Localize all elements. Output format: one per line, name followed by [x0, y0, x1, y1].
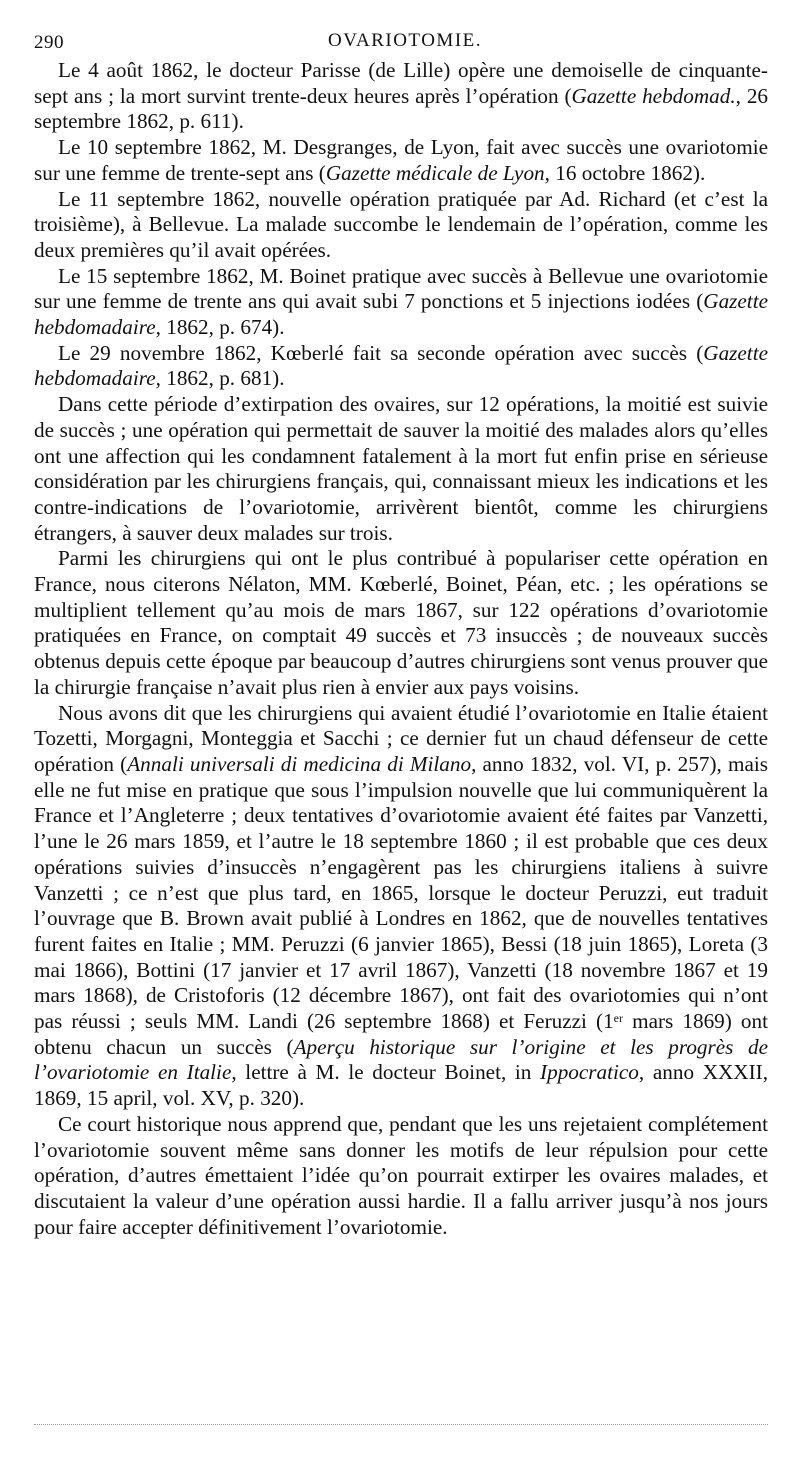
text-run: , 1862, p. 681). — [155, 366, 285, 391]
text-run: , lettre à M. le docteur Boinet, in — [231, 1060, 541, 1085]
italic-citation: Gazette hebdomad. — [571, 83, 736, 108]
superscript: er — [613, 1011, 623, 1026]
italic-citation: Aperçu historique sur l’origine et les progrès de l’ovariotomie en Italie — [34, 1034, 768, 1085]
text-run: Le 11 septembre 1862, nouvelle opération pratiquée par Ad. Richard (et c’est la troisième), à Bellevue. La malade succombe le lendemain de l’opération, comme les deux premières qu’il avait opérées. — [34, 186, 768, 262]
text-run: Le 4 août 1862, le docteur Parisse (de Lille) opère une demoiselle de cinquante-sept ans ; la mort survint trente-deux heures après l’opération ( — [34, 58, 768, 108]
italic-citation: Annali universali di medicina di Milano — [127, 751, 472, 776]
page-number: 290 — [34, 32, 64, 53]
text-run: Nous avons dit que les chirurgiens qui avaient étudié l’ovariotomie en Italie étaient Tozetti, Morgagni, Monteggia et Sacchi ; ce dernier fut un chaud défenseur de cette opération ( — [34, 700, 768, 776]
text-run: , anno XXXII, 1869, 15 april, vol. XV, p. 320). — [34, 1060, 769, 1111]
running-title: OVARIOTOMIE. — [328, 30, 482, 51]
italic-citation: Gazette hebdomadaire — [34, 289, 768, 340]
paragraph — [34, 187, 768, 264]
italic-citation: Gazette hebdomadaire — [34, 340, 768, 391]
paragraph — [34, 392, 768, 546]
running-head — [34, 24, 768, 58]
italic-citation: Ippocratico — [540, 1060, 639, 1085]
paragraph — [34, 135, 768, 186]
paragraph — [34, 546, 768, 700]
text-run: , 1862, p. 674). — [155, 315, 285, 340]
italic-citation: Gazette médicale de Lyon — [325, 160, 545, 185]
paragraph — [34, 1112, 768, 1241]
text-run: Parmi les chirurgiens qui ont le plus contribué à populariser cette opération en France, nous citerons Nélaton, MM. Kœberlé, Boinet, Péan, etc. ; les opérations se multiplient tellement qu’au mois de mars 1867, sur 122 opérations d’ovariotomie pratiquées en France, on comptait 49 succès et 73 insuccès ; de nouveaux succès obtenus depuis cette époque par beaucoup d’autres chirurgiens sont venus prouver que la chirurgie française n’avait plus rien à envier aux pays voisins. — [34, 546, 768, 699]
body-text — [34, 58, 768, 1240]
paragraph — [34, 701, 768, 1112]
text-run: Ce court historique nous apprend que, pendant que les uns rejetaient complétement l’ovariotomie souvent même sans donner les motifs de leur répulsion pour cette opération, d’autres émettaient l’idée qu’on pourrait extirper les ovaires malades, et discutaient la valeur d’une opération aussi hardie. Il a fallu arriver jusqu’à nos jours pour faire accepter définitivement l’ovariotomie. — [34, 1111, 768, 1239]
book-page — [34, 24, 768, 1240]
text-run: , 16 octobre 1862). — [544, 160, 706, 185]
paragraph — [34, 341, 768, 392]
text-run: mars 1869) ont obtenu chacun un succès ( — [34, 1009, 768, 1059]
bottom-rule — [34, 1418, 768, 1425]
text-run: , anno 1832, vol. VI, p. 257), mais elle ne fut mise en pratique que sous l’impulsion nouvelle que lui communiquèrent la France et l’Angleterre ; deux tentatives d’ovariotomie avaient été faites par Vanzetti, l’une le 26 mars 1859, et l’autre le 18 septembre 1860 ; il est probable que ces deux opérations suivies d’insuccès n’engagèrent pas les chirurgiens italiens à suivre Vanzetti ; ce n’est que plus tard, en 1865, lorsque le docteur Peruzzi, eut traduit l’ouvrage que B. Brown avait publié à Londres en 1862, que de nouvelles tentatives furent faites en Italie ; MM. Peruzzi (6 janvier 1865), Bessi (18 juin 1865), Loreta (3 mai 1866), Bottini (17 janvier et 17 avril 1867), Vanzetti (18 novembre 1867 et 19 mars 1868), de Cristoforis (12 décembre 1867), ont fait des ovariotomies qui n’ont pas réussi ; seuls MM. Landi (26 septembre 1868) et Feruzzi (1 — [34, 751, 768, 1034]
paragraph — [34, 264, 768, 341]
text-run: Le 29 novembre 1862, Kœberlé fait sa seconde opération avec succès ( — [58, 340, 704, 365]
text-run: Dans cette période d’extirpation des ovaires, sur 12 opérations, la moitié est suivie de succès ; une opération qui permettait de sauver la moitié des malades alors qu’elles ont une affection qui les condamnent fatalement à la mort fut enfin prise en sérieuse considération par les chirurgiens français, qui, connaissant mieux les indications et les contre-indications de l’ovariotomie, arrivèrent bientôt, comme les chirurgiens étrangers, à sauver deux malades sur trois. — [34, 392, 768, 545]
paragraph — [34, 58, 768, 135]
text-run: Le 15 septembre 1862, M. Boinet pratique avec succès à Bellevue une ovariotomie sur une femme de trente ans qui avait subi 7 ponctions et 5 injections iodées ( — [34, 263, 768, 314]
text-run: Le 10 septembre 1862, M. Desgranges, de Lyon, fait avec succès une ovariotomie sur une femme de trente-sept ans ( — [34, 135, 768, 185]
text-run: , 26 septembre 1862, p. 611). — [34, 83, 768, 134]
